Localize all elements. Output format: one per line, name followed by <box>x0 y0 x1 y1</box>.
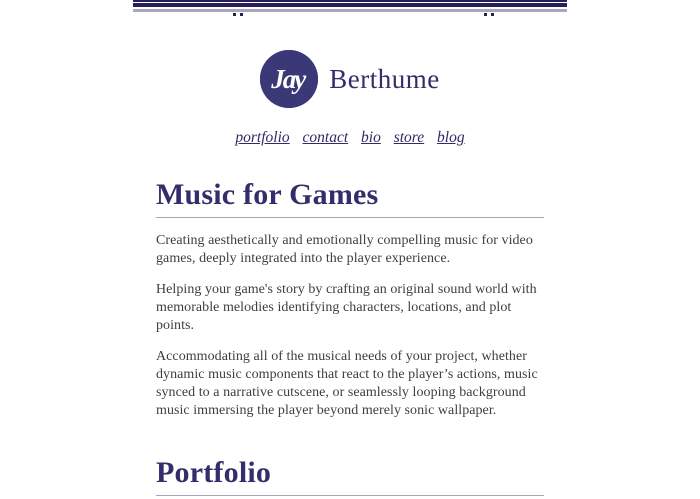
intro-paragraph-2: Helping your game's story by crafting an original sound world with memorable melodies identifying characters, locations, and plot points. <box>156 282 537 334</box>
deco-dot <box>491 13 494 16</box>
site-header <box>0 50 700 147</box>
top-border-line-thin <box>133 0 567 2</box>
portfolio-title: Portfolio <box>156 456 544 496</box>
top-border-line-thick <box>133 3 567 7</box>
logo-monogram-circle <box>260 50 318 108</box>
site-name: Berthume <box>329 63 440 94</box>
main-content <box>156 178 544 499</box>
intro-paragraph-3: Accommodating all of the musical needs of your project, whether dynamic music components that react to the player’s actions, music synced to a narrative cutscene, or seamlessly looping background music immersing the player beyond merely sonic wallpaper. <box>156 349 538 419</box>
deco-dot <box>484 13 487 16</box>
top-border-line-gray <box>133 9 567 12</box>
nav-link-blog[interactable]: blog <box>437 129 465 146</box>
main-nav <box>0 129 700 147</box>
section-music-for-games <box>156 178 544 420</box>
section-portfolio <box>156 456 544 499</box>
deco-dot <box>240 13 243 16</box>
nav-link-bio[interactable]: bio <box>361 129 381 146</box>
nav-link-store[interactable]: store <box>393 129 425 146</box>
music-for-games-title: Music for Games <box>156 178 544 218</box>
top-decorative-border <box>133 0 567 18</box>
nav-link-contact[interactable]: contact <box>302 129 349 146</box>
deco-dot <box>233 13 236 16</box>
intro-paragraph-1: Creating aesthetically and emotionally compelling music for video games, deeply integrated into the player experience. <box>156 233 533 267</box>
site-logo[interactable] <box>0 50 700 108</box>
nav-link-portfolio[interactable]: portfolio <box>235 129 290 146</box>
logo-monogram-text: Jay <box>271 63 305 94</box>
